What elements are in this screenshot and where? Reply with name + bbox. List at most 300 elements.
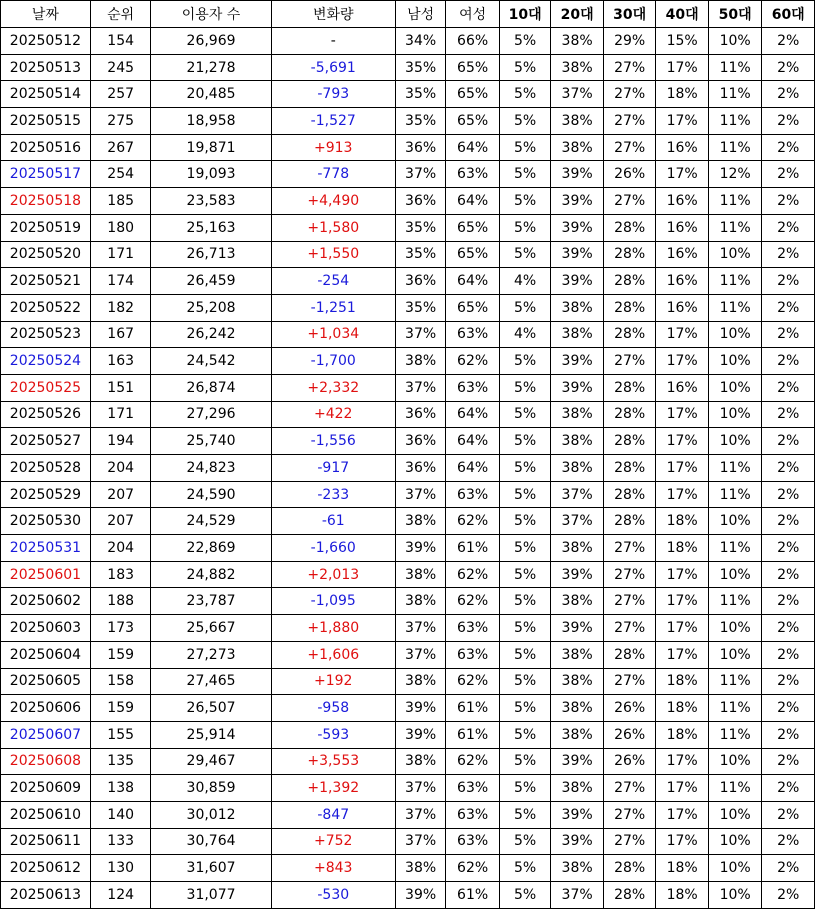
cell-age-20s: 37% <box>551 81 604 108</box>
cell-female: 62% <box>446 855 500 882</box>
table-row <box>1 54 815 81</box>
cell-users: 18,958 <box>151 108 271 135</box>
header-age-30s: 30대 <box>603 1 656 28</box>
cell-age-60s: 2% <box>762 668 815 695</box>
cell-age-60s: 2% <box>762 481 815 508</box>
cell-age-30s: 27% <box>603 108 656 135</box>
cell-date: 20250531 <box>1 535 91 562</box>
cell-age-60s: 2% <box>762 294 815 321</box>
cell-date: 20250522 <box>1 294 91 321</box>
cell-users: 25,667 <box>151 615 271 642</box>
cell-change: -254 <box>271 268 395 295</box>
cell-age-10s: 5% <box>499 508 551 535</box>
cell-male: 35% <box>395 54 445 81</box>
cell-date: 20250605 <box>1 668 91 695</box>
table-row <box>1 455 815 482</box>
cell-age-50s: 10% <box>708 748 762 775</box>
cell-age-10s: 5% <box>499 615 551 642</box>
cell-female: 65% <box>446 81 500 108</box>
cell-age-50s: 10% <box>708 428 762 455</box>
cell-age-10s: 5% <box>499 401 551 428</box>
cell-change: +1,606 <box>271 641 395 668</box>
cell-age-20s: 37% <box>551 508 604 535</box>
cell-age-40s: 17% <box>656 775 709 802</box>
cell-male: 39% <box>395 535 445 562</box>
cell-users: 19,871 <box>151 134 271 161</box>
cell-age-40s: 18% <box>656 695 709 722</box>
cell-age-40s: 16% <box>656 374 709 401</box>
cell-age-10s: 5% <box>499 721 551 748</box>
cell-rank: 182 <box>90 294 151 321</box>
cell-female: 61% <box>446 882 500 909</box>
cell-age-40s: 17% <box>656 54 709 81</box>
header-age-40s: 40대 <box>656 1 709 28</box>
cell-age-10s: 5% <box>499 241 551 268</box>
cell-rank: 174 <box>90 268 151 295</box>
table-row <box>1 695 815 722</box>
table-row <box>1 801 815 828</box>
cell-change: +2,332 <box>271 374 395 401</box>
cell-age-50s: 10% <box>708 401 762 428</box>
cell-age-40s: 18% <box>656 721 709 748</box>
cell-male: 38% <box>395 348 445 375</box>
header-age-10s: 10대 <box>499 1 551 28</box>
header-female: 여성 <box>446 1 500 28</box>
header-age-60s: 60대 <box>762 1 815 28</box>
cell-date: 20250519 <box>1 214 91 241</box>
table-row <box>1 321 815 348</box>
cell-change: -778 <box>271 161 395 188</box>
cell-age-50s: 11% <box>708 588 762 615</box>
cell-male: 38% <box>395 855 445 882</box>
cell-rank: 154 <box>90 28 151 55</box>
cell-male: 37% <box>395 615 445 642</box>
cell-age-40s: 16% <box>656 241 709 268</box>
cell-female: 64% <box>446 134 500 161</box>
cell-age-20s: 39% <box>551 828 604 855</box>
cell-rank: 275 <box>90 108 151 135</box>
cell-users: 30,012 <box>151 801 271 828</box>
cell-age-10s: 5% <box>499 294 551 321</box>
cell-date: 20250513 <box>1 54 91 81</box>
cell-age-20s: 38% <box>551 775 604 802</box>
cell-male: 39% <box>395 695 445 722</box>
cell-age-50s: 10% <box>708 348 762 375</box>
cell-age-10s: 5% <box>499 214 551 241</box>
table-row <box>1 108 815 135</box>
cell-age-50s: 11% <box>708 54 762 81</box>
table-row <box>1 615 815 642</box>
cell-age-10s: 5% <box>499 481 551 508</box>
cell-date: 20250512 <box>1 28 91 55</box>
cell-users: 30,764 <box>151 828 271 855</box>
header-change: 변화량 <box>271 1 395 28</box>
cell-change: -793 <box>271 81 395 108</box>
cell-age-10s: 5% <box>499 641 551 668</box>
cell-age-10s: 5% <box>499 855 551 882</box>
cell-female: 64% <box>446 455 500 482</box>
cell-users: 24,823 <box>151 455 271 482</box>
cell-rank: 267 <box>90 134 151 161</box>
cell-age-50s: 10% <box>708 561 762 588</box>
cell-male: 37% <box>395 801 445 828</box>
cell-users: 26,713 <box>151 241 271 268</box>
cell-users: 26,874 <box>151 374 271 401</box>
cell-male: 36% <box>395 268 445 295</box>
cell-female: 63% <box>446 374 500 401</box>
cell-rank: 204 <box>90 455 151 482</box>
cell-age-40s: 18% <box>656 855 709 882</box>
table-row <box>1 641 815 668</box>
cell-male: 35% <box>395 214 445 241</box>
table-row <box>1 561 815 588</box>
cell-users: 26,459 <box>151 268 271 295</box>
cell-age-30s: 28% <box>603 455 656 482</box>
cell-age-30s: 28% <box>603 374 656 401</box>
cell-date: 20250604 <box>1 641 91 668</box>
cell-rank: 204 <box>90 535 151 562</box>
cell-users: 25,914 <box>151 721 271 748</box>
cell-age-30s: 28% <box>603 294 656 321</box>
cell-rank: 135 <box>90 748 151 775</box>
cell-change: +843 <box>271 855 395 882</box>
cell-age-30s: 28% <box>603 321 656 348</box>
table-body <box>1 28 815 909</box>
cell-age-40s: 17% <box>656 108 709 135</box>
cell-rank: 180 <box>90 214 151 241</box>
cell-age-10s: 5% <box>499 428 551 455</box>
cell-users: 29,467 <box>151 748 271 775</box>
table-row <box>1 188 815 215</box>
table-row <box>1 748 815 775</box>
cell-age-30s: 28% <box>603 401 656 428</box>
cell-change: +1,034 <box>271 321 395 348</box>
cell-male: 37% <box>395 321 445 348</box>
cell-male: 37% <box>395 641 445 668</box>
cell-age-10s: 5% <box>499 748 551 775</box>
cell-age-40s: 17% <box>656 561 709 588</box>
cell-rank: 163 <box>90 348 151 375</box>
cell-male: 35% <box>395 108 445 135</box>
cell-age-50s: 10% <box>708 801 762 828</box>
cell-age-30s: 26% <box>603 748 656 775</box>
cell-female: 62% <box>446 748 500 775</box>
cell-age-60s: 2% <box>762 695 815 722</box>
cell-age-50s: 10% <box>708 882 762 909</box>
cell-age-30s: 26% <box>603 721 656 748</box>
cell-age-20s: 38% <box>551 641 604 668</box>
cell-date: 20250606 <box>1 695 91 722</box>
cell-age-50s: 10% <box>708 321 762 348</box>
cell-male: 36% <box>395 188 445 215</box>
cell-age-30s: 27% <box>603 588 656 615</box>
cell-age-30s: 28% <box>603 268 656 295</box>
cell-age-20s: 39% <box>551 374 604 401</box>
cell-age-10s: 5% <box>499 882 551 909</box>
cell-age-30s: 27% <box>603 561 656 588</box>
cell-date: 20250529 <box>1 481 91 508</box>
cell-age-30s: 27% <box>603 801 656 828</box>
cell-age-60s: 2% <box>762 748 815 775</box>
cell-age-50s: 11% <box>708 535 762 562</box>
cell-age-40s: 16% <box>656 214 709 241</box>
cell-female: 63% <box>446 321 500 348</box>
cell-rank: 159 <box>90 695 151 722</box>
cell-age-60s: 2% <box>762 108 815 135</box>
cell-age-10s: 5% <box>499 134 551 161</box>
cell-users: 24,590 <box>151 481 271 508</box>
cell-female: 63% <box>446 481 500 508</box>
cell-date: 20250610 <box>1 801 91 828</box>
header-age-20s: 20대 <box>551 1 604 28</box>
cell-age-10s: 5% <box>499 161 551 188</box>
cell-change: -233 <box>271 481 395 508</box>
cell-users: 25,208 <box>151 294 271 321</box>
cell-age-50s: 11% <box>708 455 762 482</box>
cell-age-40s: 16% <box>656 188 709 215</box>
cell-male: 38% <box>395 561 445 588</box>
table-row <box>1 508 815 535</box>
cell-change: -530 <box>271 882 395 909</box>
cell-age-40s: 17% <box>656 481 709 508</box>
cell-age-40s: 16% <box>656 268 709 295</box>
cell-age-30s: 27% <box>603 668 656 695</box>
cell-female: 62% <box>446 588 500 615</box>
cell-age-40s: 18% <box>656 535 709 562</box>
cell-age-10s: 5% <box>499 588 551 615</box>
cell-male: 37% <box>395 374 445 401</box>
cell-date: 20250514 <box>1 81 91 108</box>
cell-users: 24,542 <box>151 348 271 375</box>
cell-age-60s: 2% <box>762 615 815 642</box>
cell-users: 27,465 <box>151 668 271 695</box>
cell-age-30s: 27% <box>603 54 656 81</box>
cell-age-30s: 28% <box>603 882 656 909</box>
cell-age-30s: 27% <box>603 134 656 161</box>
cell-female: 65% <box>446 294 500 321</box>
cell-male: 38% <box>395 588 445 615</box>
cell-users: 25,740 <box>151 428 271 455</box>
cell-age-60s: 2% <box>762 721 815 748</box>
cell-change: -5,691 <box>271 54 395 81</box>
cell-age-40s: 17% <box>656 321 709 348</box>
cell-age-10s: 5% <box>499 695 551 722</box>
cell-female: 62% <box>446 508 500 535</box>
cell-female: 63% <box>446 641 500 668</box>
cell-age-30s: 27% <box>603 348 656 375</box>
cell-age-50s: 10% <box>708 374 762 401</box>
cell-male: 38% <box>395 668 445 695</box>
table-row <box>1 268 815 295</box>
cell-change: +192 <box>271 668 395 695</box>
table-row <box>1 668 815 695</box>
table-row <box>1 214 815 241</box>
table-row <box>1 855 815 882</box>
cell-age-10s: 5% <box>499 54 551 81</box>
cell-age-10s: 5% <box>499 188 551 215</box>
cell-age-20s: 38% <box>551 695 604 722</box>
cell-age-50s: 10% <box>708 615 762 642</box>
cell-age-60s: 2% <box>762 28 815 55</box>
cell-age-20s: 39% <box>551 348 604 375</box>
cell-rank: 158 <box>90 668 151 695</box>
cell-age-30s: 28% <box>603 481 656 508</box>
cell-rank: 130 <box>90 855 151 882</box>
cell-change: +1,550 <box>271 241 395 268</box>
cell-change: +1,392 <box>271 775 395 802</box>
cell-age-10s: 5% <box>499 81 551 108</box>
table-row <box>1 775 815 802</box>
cell-change: -593 <box>271 721 395 748</box>
cell-age-60s: 2% <box>762 641 815 668</box>
cell-age-60s: 2% <box>762 401 815 428</box>
cell-female: 63% <box>446 161 500 188</box>
cell-rank: 155 <box>90 721 151 748</box>
cell-male: 37% <box>395 775 445 802</box>
cell-female: 62% <box>446 348 500 375</box>
table-row <box>1 882 815 909</box>
cell-age-30s: 28% <box>603 241 656 268</box>
cell-rank: 138 <box>90 775 151 802</box>
cell-age-10s: 5% <box>499 348 551 375</box>
cell-age-50s: 11% <box>708 214 762 241</box>
cell-users: 19,093 <box>151 161 271 188</box>
cell-age-50s: 11% <box>708 134 762 161</box>
cell-rank: 245 <box>90 54 151 81</box>
cell-change: -847 <box>271 801 395 828</box>
cell-age-60s: 2% <box>762 855 815 882</box>
cell-rank: 171 <box>90 241 151 268</box>
cell-age-10s: 4% <box>499 321 551 348</box>
cell-users: 25,163 <box>151 214 271 241</box>
cell-age-10s: 5% <box>499 775 551 802</box>
cell-age-50s: 10% <box>708 855 762 882</box>
cell-users: 21,278 <box>151 54 271 81</box>
cell-date: 20250525 <box>1 374 91 401</box>
table-row <box>1 535 815 562</box>
cell-age-10s: 5% <box>499 108 551 135</box>
cell-date: 20250603 <box>1 615 91 642</box>
cell-age-50s: 11% <box>708 775 762 802</box>
cell-age-30s: 28% <box>603 214 656 241</box>
cell-age-10s: 5% <box>499 28 551 55</box>
cell-rank: 254 <box>90 161 151 188</box>
cell-rank: 124 <box>90 882 151 909</box>
cell-male: 38% <box>395 508 445 535</box>
cell-male: 36% <box>395 428 445 455</box>
cell-users: 31,607 <box>151 855 271 882</box>
cell-age-50s: 11% <box>708 695 762 722</box>
cell-age-20s: 38% <box>551 108 604 135</box>
cell-date: 20250517 <box>1 161 91 188</box>
cell-age-50s: 10% <box>708 641 762 668</box>
cell-age-50s: 11% <box>708 481 762 508</box>
table-row <box>1 134 815 161</box>
table-row <box>1 481 815 508</box>
cell-age-10s: 5% <box>499 374 551 401</box>
cell-age-60s: 2% <box>762 775 815 802</box>
cell-users: 27,273 <box>151 641 271 668</box>
cell-date: 20250524 <box>1 348 91 375</box>
cell-age-50s: 11% <box>708 108 762 135</box>
cell-male: 35% <box>395 294 445 321</box>
cell-change: -1,527 <box>271 108 395 135</box>
table-row <box>1 428 815 455</box>
cell-age-40s: 18% <box>656 508 709 535</box>
cell-change: -1,251 <box>271 294 395 321</box>
table-row <box>1 81 815 108</box>
cell-female: 65% <box>446 54 500 81</box>
cell-age-30s: 29% <box>603 28 656 55</box>
cell-female: 66% <box>446 28 500 55</box>
cell-age-40s: 17% <box>656 748 709 775</box>
cell-change: +913 <box>271 134 395 161</box>
cell-age-30s: 26% <box>603 161 656 188</box>
cell-age-50s: 10% <box>708 241 762 268</box>
cell-age-40s: 17% <box>656 828 709 855</box>
cell-age-20s: 38% <box>551 134 604 161</box>
cell-users: 26,242 <box>151 321 271 348</box>
header-users: 이용자 수 <box>151 1 271 28</box>
cell-male: 37% <box>395 161 445 188</box>
cell-age-40s: 15% <box>656 28 709 55</box>
cell-age-10s: 5% <box>499 561 551 588</box>
cell-age-50s: 11% <box>708 188 762 215</box>
cell-age-30s: 27% <box>603 775 656 802</box>
cell-age-20s: 39% <box>551 801 604 828</box>
cell-date: 20250520 <box>1 241 91 268</box>
cell-female: 64% <box>446 268 500 295</box>
cell-date: 20250521 <box>1 268 91 295</box>
cell-female: 62% <box>446 561 500 588</box>
cell-age-30s: 28% <box>603 508 656 535</box>
table-row <box>1 721 815 748</box>
cell-age-20s: 38% <box>551 401 604 428</box>
cell-change: -917 <box>271 455 395 482</box>
cell-age-20s: 38% <box>551 855 604 882</box>
cell-age-30s: 26% <box>603 695 656 722</box>
cell-date: 20250608 <box>1 748 91 775</box>
cell-rank: 183 <box>90 561 151 588</box>
cell-male: 36% <box>395 455 445 482</box>
cell-change: -1,556 <box>271 428 395 455</box>
cell-users: 31,077 <box>151 882 271 909</box>
header-rank: 순위 <box>90 1 151 28</box>
cell-date: 20250528 <box>1 455 91 482</box>
cell-rank: 151 <box>90 374 151 401</box>
cell-female: 61% <box>446 695 500 722</box>
cell-male: 35% <box>395 81 445 108</box>
header-row <box>1 1 815 28</box>
cell-age-10s: 5% <box>499 801 551 828</box>
table-row <box>1 828 815 855</box>
cell-male: 39% <box>395 721 445 748</box>
cell-female: 65% <box>446 241 500 268</box>
cell-female: 63% <box>446 801 500 828</box>
cell-change: -958 <box>271 695 395 722</box>
cell-age-30s: 27% <box>603 615 656 642</box>
cell-age-60s: 2% <box>762 428 815 455</box>
cell-age-20s: 38% <box>551 535 604 562</box>
cell-age-50s: 11% <box>708 294 762 321</box>
cell-age-60s: 2% <box>762 81 815 108</box>
cell-age-60s: 2% <box>762 268 815 295</box>
cell-age-30s: 27% <box>603 81 656 108</box>
cell-users: 26,969 <box>151 28 271 55</box>
cell-female: 63% <box>446 615 500 642</box>
table-row <box>1 401 815 428</box>
cell-age-60s: 2% <box>762 321 815 348</box>
